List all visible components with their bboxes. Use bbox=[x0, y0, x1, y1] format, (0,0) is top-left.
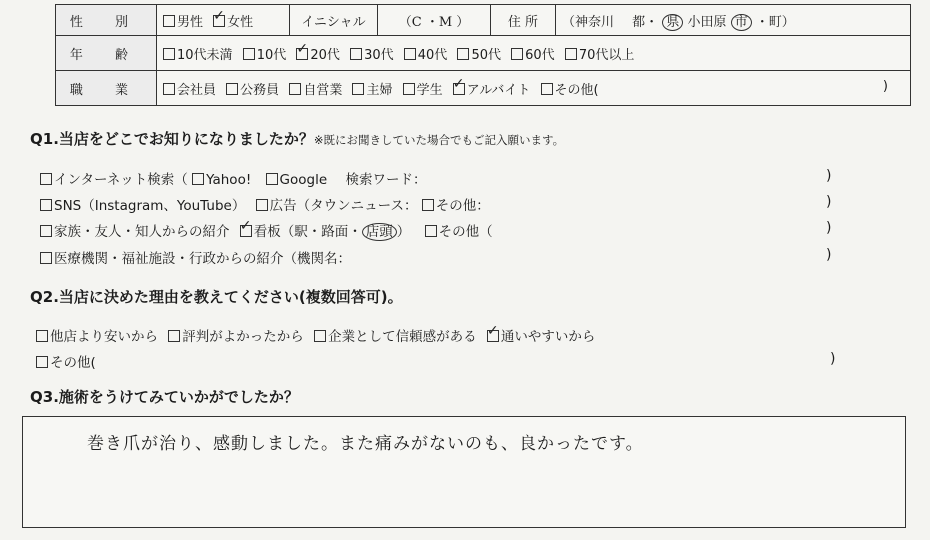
q1-line3-close: ) bbox=[826, 220, 832, 236]
address-ken-circled: 県 bbox=[662, 14, 683, 31]
occupation-close-paren: ) bbox=[882, 79, 888, 94]
occupation-option-text: アルバイト bbox=[466, 82, 531, 98]
q1-internet-text: インターネット検索（ bbox=[54, 172, 188, 188]
age-option[interactable] bbox=[404, 48, 448, 63]
q1-medical-text: 医療機関・福祉施設・行政からの紹介（機関名： bbox=[54, 251, 351, 267]
occupation-option-text: その他( bbox=[554, 82, 599, 98]
age-option[interactable] bbox=[457, 48, 501, 63]
q3-answer-text: 巻き爪が治り、感動しました。また痛みがないのも、良かったです。 bbox=[87, 434, 644, 454]
checkbox-google[interactable] bbox=[266, 173, 278, 185]
q1-line-medical bbox=[40, 247, 351, 267]
q2-opt1-text: 他店より安いから bbox=[50, 329, 158, 345]
checkbox-trust[interactable] bbox=[314, 330, 326, 342]
checkbox-student[interactable] bbox=[403, 83, 415, 95]
gender-male-text: 男性 bbox=[177, 14, 204, 30]
checkbox-part-time[interactable] bbox=[453, 83, 465, 95]
address-to-text: 都・ bbox=[632, 14, 659, 30]
gender-label: 性 別 bbox=[56, 5, 157, 36]
age-option-text: 60代 bbox=[525, 47, 555, 63]
checkbox-internet-search[interactable] bbox=[40, 173, 52, 185]
q2-opt2-text: 評判がよかったから bbox=[182, 329, 304, 345]
occupation-option[interactable] bbox=[352, 83, 392, 98]
q1-line-internet bbox=[40, 168, 426, 188]
q1-sign-close-text: ） bbox=[396, 224, 411, 240]
q2-opt4-text: 通いやすいから bbox=[500, 329, 596, 345]
checkbox-referral-other[interactable] bbox=[425, 225, 437, 237]
checkbox-ad-other[interactable] bbox=[422, 199, 434, 211]
gender-option-male[interactable] bbox=[163, 15, 203, 30]
age-options bbox=[157, 36, 911, 71]
age-option[interactable] bbox=[511, 48, 555, 63]
gender-options bbox=[157, 5, 290, 36]
profile-table bbox=[55, 4, 911, 106]
age-option[interactable] bbox=[350, 48, 394, 63]
checkbox-reputation[interactable] bbox=[168, 330, 180, 342]
checkbox-public-servant[interactable] bbox=[226, 83, 238, 95]
age-option-text: 50代 bbox=[471, 47, 501, 63]
checkbox-self-employed[interactable] bbox=[289, 83, 301, 95]
address-shi-circled: 市 bbox=[731, 14, 752, 31]
gender-female-text: 女性 bbox=[227, 14, 254, 30]
occupation-option[interactable] bbox=[163, 83, 216, 98]
q1-referral-other-text: その他（ bbox=[438, 224, 493, 240]
q1-title bbox=[30, 128, 564, 149]
q1-sign-text: 看板（駅・路面・ bbox=[253, 224, 362, 240]
occupation-label: 職 業 bbox=[56, 71, 157, 106]
checkbox-age-70plus[interactable] bbox=[565, 48, 577, 60]
occupation-option-text: 主婦 bbox=[366, 82, 393, 98]
age-option-text: 30代 bbox=[364, 47, 394, 63]
q1-line1-close: ) bbox=[826, 168, 832, 184]
age-option[interactable] bbox=[296, 48, 340, 63]
profile-row-age bbox=[56, 36, 911, 71]
q2-opt3-text: 企業として信頼感がある bbox=[328, 329, 477, 345]
checkbox-age-30s[interactable] bbox=[350, 48, 362, 60]
q2-other-close: ) bbox=[830, 351, 836, 367]
address-label: 住 所 bbox=[491, 5, 556, 36]
occupation-option-text: 自営業 bbox=[303, 82, 343, 98]
age-option[interactable] bbox=[565, 48, 635, 63]
address-city-text: 小田原 bbox=[687, 14, 727, 30]
checkbox-homemaker[interactable] bbox=[352, 83, 364, 95]
q1-ad-other-text: その他： bbox=[435, 198, 490, 214]
q1-title-text: Q1.当店をどこでお知りになりましたか？ bbox=[30, 130, 314, 148]
q1-sign-circled: 店頭 bbox=[362, 223, 397, 241]
occupation-option[interactable] bbox=[289, 83, 342, 98]
checkbox-age-10s[interactable] bbox=[243, 48, 255, 60]
occupation-option[interactable] bbox=[453, 83, 531, 98]
age-option-text: 40代 bbox=[417, 47, 448, 63]
profile-row-occupation bbox=[56, 71, 911, 106]
checkbox-age-40s[interactable] bbox=[404, 48, 416, 60]
occupation-option-text: 会社員 bbox=[177, 82, 217, 98]
q2-other-text: その他( bbox=[50, 355, 96, 371]
age-label: 年 齢 bbox=[56, 36, 157, 71]
age-option[interactable] bbox=[243, 48, 287, 63]
checkbox-age-20s[interactable] bbox=[296, 48, 308, 60]
occupation-options bbox=[157, 71, 911, 106]
address-prefecture-text: （神奈川 bbox=[562, 14, 615, 30]
age-option-text: 10代 bbox=[256, 47, 287, 63]
q1-google-text: Google bbox=[279, 172, 328, 188]
occupation-option[interactable] bbox=[403, 83, 443, 98]
checkbox-age-50s[interactable] bbox=[457, 48, 469, 60]
q1-keyword-text: 検索ワード： bbox=[345, 172, 427, 188]
age-option-text: 10代未満 bbox=[177, 47, 233, 63]
checkbox-company-employee[interactable] bbox=[163, 83, 175, 95]
q1-note: ※既にお聞きしていた場合でもご記入願います。 bbox=[313, 133, 565, 147]
q1-yahoo-text: Yahoo! bbox=[206, 172, 252, 188]
profile-row-gender bbox=[56, 5, 911, 36]
checkbox-occupation-other[interactable] bbox=[541, 83, 553, 95]
occupation-option-text: 公務員 bbox=[240, 82, 280, 98]
age-option-text: 20代 bbox=[310, 47, 340, 63]
occupation-option[interactable] bbox=[226, 83, 279, 98]
q3-title: Q3.施術をうけてみていかがでしたか？ bbox=[30, 388, 299, 406]
occupation-option-text: 学生 bbox=[416, 82, 443, 98]
checkbox-q2-other[interactable] bbox=[36, 356, 48, 368]
checkbox-male[interactable] bbox=[163, 15, 175, 27]
age-option[interactable] bbox=[163, 48, 233, 63]
q3-answer-box[interactable] bbox=[22, 416, 906, 528]
checkbox-convenient[interactable] bbox=[487, 330, 499, 342]
checkbox-signboard[interactable] bbox=[240, 225, 252, 237]
q1-family-text: 家族・友人・知人からの紹介 bbox=[54, 224, 230, 240]
q1-sns-text: SNS（Instagram、YouTube） bbox=[54, 198, 246, 214]
checkbox-yahoo[interactable] bbox=[192, 173, 204, 185]
checkbox-sns[interactable] bbox=[40, 199, 52, 211]
initial-value[interactable]: （C ・M ） bbox=[378, 5, 491, 36]
checkbox-age-under10[interactable] bbox=[163, 48, 175, 60]
checkbox-female[interactable] bbox=[213, 15, 225, 27]
q1-ad-text: 広告（タウンニュース： bbox=[269, 198, 418, 214]
checkbox-ad[interactable] bbox=[256, 199, 268, 211]
age-option-text: 70代以上 bbox=[578, 47, 635, 63]
q1-line2-close: ) bbox=[826, 194, 832, 210]
checkbox-cheaper[interactable] bbox=[36, 330, 48, 342]
gender-option-female[interactable] bbox=[213, 15, 253, 30]
address-cho-text: ・町） bbox=[755, 14, 795, 30]
checkbox-age-60s[interactable] bbox=[511, 48, 523, 60]
q2-title: Q2.当店に決めた理由を教えてください(複数回答可)。 bbox=[30, 288, 403, 306]
q1-line-sns bbox=[40, 194, 490, 214]
initial-label: イニシャル bbox=[290, 5, 378, 36]
q2-options-line bbox=[36, 325, 595, 345]
q1-line-referral bbox=[40, 220, 493, 240]
checkbox-family-referral[interactable] bbox=[40, 225, 52, 237]
q2-other-line bbox=[36, 351, 96, 371]
q1-line4-close: ) bbox=[826, 247, 832, 263]
checkbox-medical-referral[interactable] bbox=[40, 252, 52, 264]
address-value[interactable] bbox=[556, 5, 911, 36]
occupation-option[interactable] bbox=[541, 83, 599, 98]
